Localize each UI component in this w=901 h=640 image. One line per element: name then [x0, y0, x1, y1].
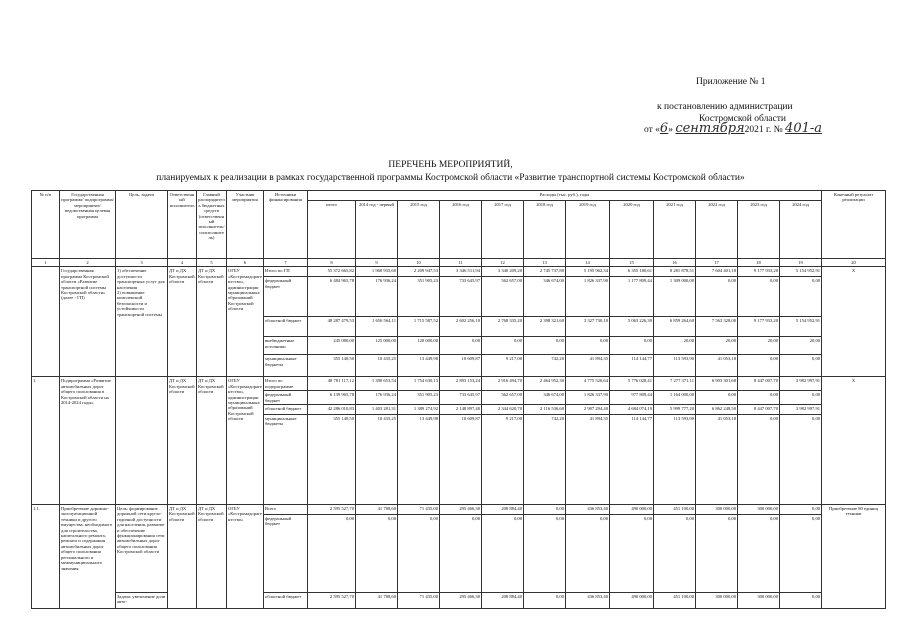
header-2018: 2018 год	[524, 201, 566, 259]
expense-value: 2 745 737,80	[524, 267, 566, 277]
expense-value: 2 916 494,70	[482, 377, 524, 391]
expense-value: 3 982 997,91	[780, 405, 822, 415]
expense-value: 2 344 620,70	[482, 405, 524, 415]
program-name: Приобретение дорожно-эксплуатационной техники и другого имущества, необходимого для строительства, капитального ремонта, ремонта и содержания автомобильных дорог общего пользования регионального и межмуниципального значения	[60, 505, 116, 609]
expense-value: 0,00	[780, 505, 822, 515]
expense-value: 3 982 997,91	[780, 377, 822, 391]
date-month: сентября	[675, 121, 745, 136]
expense-value: 4 775 526,64	[566, 377, 610, 391]
header-goal: Цель, задачи	[116, 191, 168, 259]
column-number: 4	[168, 259, 197, 267]
expense-value: 742,20	[524, 355, 566, 377]
expense-value: 5 999 777,20	[654, 405, 696, 415]
column-number: 17	[696, 259, 738, 267]
funding-source: внебюджетные источники	[264, 337, 308, 355]
expense-value: 208 884,40	[482, 593, 524, 609]
expense-value: 176 936,24	[356, 391, 398, 405]
header-responsible: Ответственный исполнитель	[168, 191, 197, 259]
funding-source: областной бюджет	[264, 317, 308, 337]
program-name: Подпрограмма «Развитие автомобильных дорог общего пользования в Костромской области на 2014-2024 годы»	[60, 377, 116, 505]
expense-value: 13 449,98	[398, 415, 440, 505]
expense-value: 733 645,97	[440, 391, 482, 405]
date-prefix: от «	[644, 125, 660, 135]
expense-value: 2 907 294,40	[566, 405, 610, 415]
expense-value: 41 894,35	[566, 415, 610, 505]
expense-value: 733 645,97	[440, 277, 482, 317]
expense-value: 0,00	[356, 515, 398, 593]
expense-value: 5 776 028,41	[610, 377, 654, 391]
expense-value: 1 403 281,31	[356, 405, 398, 415]
expense-value: 742,20	[524, 415, 566, 505]
result-cell: Х	[822, 267, 886, 377]
expense-value: 3 340 209,20	[482, 267, 524, 277]
expense-value: 1 389 274,92	[398, 405, 440, 415]
expense-value: 6 139 965,78	[308, 391, 356, 405]
appendix-label: Приложение № 1	[696, 77, 766, 87]
expense-value: 1 164 000,00	[654, 391, 696, 405]
expense-value: 451 100,00	[654, 593, 696, 609]
expense-value: 113 593,90	[654, 415, 696, 505]
program-name: Государственная программа Костромской области «Развитие транспортной системы Костромской области» (далее - ГП)	[60, 267, 116, 377]
expense-value: 0,00	[524, 593, 566, 609]
goal-text: Цель: формирование дорожной сети кругло-годичной доступности для населения, развитие и обеспечение функционирования сети автомобильных дорог общего пользования Костромской области	[117, 506, 165, 555]
goal-cell	[116, 377, 168, 505]
expense-value: 1 177 809,44	[610, 277, 654, 317]
expense-value: 0,00	[524, 505, 566, 515]
appendix-decree-line: к постановлению администрации	[657, 102, 793, 112]
expense-value: 351 905,23	[398, 391, 440, 405]
expense-value: 7 277 371,11	[654, 377, 696, 391]
row-number	[32, 267, 60, 377]
expense-value: 1 715 587,52	[398, 317, 440, 337]
funding-source: федеральный бюджет	[264, 391, 308, 405]
expense-value: 1 826 337,90	[566, 277, 610, 317]
expense-value: 436 853,40	[566, 505, 610, 515]
column-number: 14	[566, 259, 610, 267]
table-row	[32, 267, 886, 277]
expense-value: 977 809,44	[610, 391, 654, 405]
funding-source: федеральный бюджет	[264, 277, 308, 317]
manager-cell: ДТ и ДХ Костромской области	[197, 505, 227, 609]
row-number: 1.	[32, 377, 60, 505]
expense-value: 8 281 878,51	[654, 267, 696, 277]
column-number: 13	[524, 259, 566, 267]
column-number: 11	[440, 259, 482, 267]
result-cell: Приобретение 80 единиц техники	[822, 505, 886, 609]
column-number: 8	[308, 259, 356, 267]
expense-value: 0,00	[738, 277, 780, 317]
expense-value: 4 684 074,19	[610, 405, 654, 415]
participants-cell: ОГБУ «Костромадорагентство»	[227, 505, 264, 609]
column-number: 10	[398, 259, 440, 267]
column-number: 16	[654, 259, 696, 267]
expense-value: 48 781 117,12	[308, 377, 356, 391]
expense-value: 0,00	[738, 391, 780, 405]
expense-value: 562 657,00	[482, 277, 524, 317]
column-number: 1	[32, 259, 60, 267]
expense-value: 9 217,00	[482, 355, 524, 377]
column-number: 19	[780, 259, 822, 267]
column-number: 5	[197, 259, 227, 267]
expense-value: 0,00	[610, 337, 654, 355]
expense-value: 0,00	[780, 515, 822, 593]
expense-value: 2 602 256,10	[440, 317, 482, 337]
table-row	[32, 505, 886, 515]
expense-value: 41 053,18	[696, 415, 738, 505]
expense-value: 1 826 337,90	[566, 391, 610, 405]
expense-value: 0,00	[482, 515, 524, 593]
expense-value: 3 346 511,94	[440, 267, 482, 277]
expense-value: 451 100,00	[654, 505, 696, 515]
expense-value: 5 154 952,91	[780, 267, 822, 277]
funding-source: муниципальные бюджеты	[264, 355, 308, 377]
expense-value: 71 435,00	[398, 593, 440, 609]
expense-value: 2 116 536,60	[524, 405, 566, 415]
expense-value: 114 144,77	[610, 355, 654, 377]
funding-source: областной бюджет	[264, 405, 308, 415]
manager-cell: ДТ и ДХ Костромской области	[197, 267, 227, 377]
header-2023: 2023 год	[738, 201, 780, 259]
expense-value: 125 000,00	[356, 337, 398, 355]
expense-value: 562 657,00	[482, 391, 524, 405]
expense-value: 6 859 264,60	[654, 317, 696, 337]
expense-value: 2 595 527,70	[308, 593, 356, 609]
funding-source: федеральный бюджет	[264, 515, 308, 593]
expense-value: 295 466,30	[440, 505, 482, 515]
expense-value: 0,00	[566, 337, 610, 355]
expense-value: 0,00	[308, 515, 356, 593]
header-2015: 2015 год	[398, 201, 440, 259]
expense-value: 0,00	[654, 515, 696, 593]
header-sources: Источники финансирования	[264, 191, 308, 259]
column-number: 2	[60, 259, 116, 267]
goal-cell	[116, 505, 168, 593]
expense-value: 1 309 000,00	[654, 277, 696, 317]
date-year: 2021 г. №	[744, 125, 783, 135]
column-number: 12	[482, 259, 524, 267]
expense-value: 0,00	[780, 415, 822, 505]
expense-value: 20,00	[738, 337, 780, 355]
result-cell: Х	[822, 377, 886, 505]
funding-source: Итого по ГП	[264, 267, 308, 277]
expense-value: 41 788,60	[356, 593, 398, 609]
expense-value: 120 000,00	[398, 337, 440, 355]
expense-value: 0,00	[440, 515, 482, 593]
expense-value: 6 484 965,78	[308, 277, 356, 317]
expense-value: 176 936,24	[356, 277, 398, 317]
expense-value: 8 447 007,70	[738, 377, 780, 391]
table-row	[32, 593, 886, 609]
header-total: итого	[308, 201, 356, 259]
expense-value: 0,00	[780, 277, 822, 317]
expense-value: 436 853,40	[566, 593, 610, 609]
goal-2: 2) повышение комплексной безопасности и устойчивости транспортной системы	[117, 290, 162, 317]
expense-value: 355 140,50	[308, 355, 356, 377]
expense-value: 0,00	[696, 391, 738, 405]
funding-source: Итого по подпрограмме	[264, 377, 308, 391]
document-subtitle: планируемых к реализации в рамках государственной программы Костромской области «Развитие транспортной системы Костромской области»	[156, 173, 745, 183]
expense-value: 208 884,40	[482, 505, 524, 515]
expense-value: 20,00	[780, 337, 822, 355]
expense-value: 10 435,25	[356, 415, 398, 505]
header-program: Государственная программа/ подпрограмма/мероприятие/ ведомственная целевая программа	[60, 191, 116, 259]
expense-value: 2 148 897,40	[440, 405, 482, 415]
expense-value: 9 177 933,20	[738, 317, 780, 337]
expense-value: 0,00	[780, 355, 822, 377]
expense-value: 490 000,00	[610, 593, 654, 609]
expense-value: 351 905,23	[398, 277, 440, 317]
expense-value: 6 355 180,61	[610, 267, 654, 277]
expense-value: 300 000,00	[738, 505, 780, 515]
expense-value: 2 893 153,24	[440, 377, 482, 391]
expense-value: 10 609,87	[440, 415, 482, 505]
expense-value: 1 656 564,11	[356, 317, 398, 337]
expense-value: 2 398 321,60	[524, 317, 566, 337]
expense-value: 71 435,00	[398, 505, 440, 515]
expense-value: 41 788,60	[356, 505, 398, 515]
header-2019: 2019 год	[566, 201, 610, 259]
expense-value: 41 894,35	[566, 355, 610, 377]
header-2022: 2022 год	[696, 201, 738, 259]
header-result: Конечный результат реализации	[822, 191, 886, 259]
expense-value: 0,00	[696, 277, 738, 317]
header-manager: Главный распорядитель бюджетных средств (ответственный исполнитель/соисполнитель)	[197, 191, 227, 259]
expense-value: 0,00	[440, 337, 482, 355]
date-number: 401-а	[785, 121, 823, 136]
expense-value: 0,00	[398, 515, 440, 593]
manager-cell: ДТ и ДХ Костромской области	[197, 377, 227, 505]
date-day: 6	[659, 121, 669, 136]
responsible-cell: ДТ и ДХ Костромской области	[168, 267, 197, 377]
expense-value: 346 674,00	[524, 391, 566, 405]
goal-1: 1) обеспечение доступности транспортных услуг для населения	[117, 268, 165, 290]
expense-value: 0,00	[696, 515, 738, 593]
expense-value: 300 000,00	[696, 593, 738, 609]
header-2021: 2021 год	[654, 201, 696, 259]
expense-value: 346 674,00	[524, 277, 566, 317]
expense-value: 113 593,90	[654, 355, 696, 377]
participants-cell: ОГБУ «Костромадорагентство», администрации муниципальных образований Костромской области	[227, 267, 264, 377]
expense-value: 2 768 335,20	[482, 317, 524, 337]
header-participants: Участник мероприятия	[227, 191, 264, 259]
column-number: 9	[356, 259, 398, 267]
expense-value: 10 435,25	[356, 355, 398, 377]
expense-value: 0,00	[610, 515, 654, 593]
expense-value: 5 195 962,34	[566, 267, 610, 277]
expense-value: 0,00	[482, 337, 524, 355]
expense-value: 6 903 301,68	[696, 377, 738, 391]
column-number: 3	[116, 259, 168, 267]
expense-value: 2 464 952,30	[524, 377, 566, 391]
funding-source: Всего	[264, 505, 308, 515]
expense-value: 20,00	[696, 337, 738, 355]
participants-cell: ОГБУ «Костромадорагентство», администрации муниципальных образований Костромской области	[227, 377, 264, 505]
expense-value: 0,00	[524, 337, 566, 355]
expense-value: 0,00	[524, 515, 566, 593]
expense-value: 3 327 730,10	[566, 317, 610, 337]
goal-2: Задача: увеличение доли авто-	[116, 593, 168, 609]
funding-source: областной бюджет	[264, 593, 308, 609]
expense-value: 1 390 653,54	[356, 377, 398, 391]
expense-value: 55 372 665,82	[308, 267, 356, 277]
expense-value: 295 466,30	[440, 593, 482, 609]
column-number: 20	[822, 259, 886, 267]
table-row	[32, 377, 886, 391]
expense-value: 7 563 328,00	[696, 317, 738, 337]
header-expenses: Расходы (тыс. руб.), годы	[308, 191, 822, 201]
expense-value: 245 080,00	[308, 337, 356, 355]
responsible-cell: ДТ и ДХ Костромской области	[168, 377, 197, 505]
appendix-date-line	[644, 123, 822, 136]
expense-value: 300 000,00	[738, 593, 780, 609]
expense-value: 6 862 248,50	[696, 405, 738, 415]
header-2020: 2020 год	[610, 201, 654, 259]
activities-table	[31, 190, 886, 609]
header-no: № п/п	[32, 191, 60, 259]
appendix-region-line: Костромской области	[699, 114, 786, 124]
expense-value: 114 144,77	[610, 415, 654, 505]
column-number-row	[32, 259, 886, 267]
expense-value: 2 595 527,70	[308, 505, 356, 515]
expense-value: 20,00	[654, 337, 696, 355]
row-number: 1.1.	[32, 505, 60, 609]
expense-value: 5 154 952,91	[780, 317, 822, 337]
header-2014: 2014 год - первый	[356, 201, 398, 259]
expense-value: 1 968 935,60	[356, 267, 398, 277]
expense-value: 0,00	[738, 355, 780, 377]
expense-value: 48 287 479,53	[308, 317, 356, 337]
expense-value: 42 286 010,83	[308, 405, 356, 415]
column-number: 18	[738, 259, 780, 267]
responsible-cell: ДТ и ДХ Костромской области	[168, 505, 197, 609]
expense-value: 41 053,18	[696, 355, 738, 377]
header-2016: 2016 год	[440, 201, 482, 259]
expense-value: 0,00	[738, 415, 780, 505]
funding-source: муниципальные бюджеты	[264, 415, 308, 505]
document-title: ПЕРЕЧЕНЬ МЕРОПРИЯТИЙ,	[388, 160, 513, 170]
expense-value: 7 604 401,18	[696, 267, 738, 277]
column-number: 6	[227, 259, 264, 267]
expense-value: 5 063 226,39	[610, 317, 654, 337]
expense-value: 2 209 947,53	[398, 267, 440, 277]
expense-value: 490 000,00	[610, 505, 654, 515]
expense-value: 9 177 933,20	[738, 267, 780, 277]
expense-value: 9 217,00	[482, 415, 524, 505]
column-number: 15	[610, 259, 654, 267]
header-2017: 2017 год	[482, 201, 524, 259]
expense-value: 300 000,00	[696, 505, 738, 515]
expense-value: 0,00	[780, 593, 822, 609]
expense-value: 8 447 007,70	[738, 405, 780, 415]
expense-value: 355 140,50	[308, 415, 356, 505]
expense-value: 0,00	[738, 515, 780, 593]
date-mid: »	[668, 125, 676, 135]
goal-cell	[116, 267, 168, 377]
expense-value: 0,00	[780, 391, 822, 405]
expense-value: 13 449,98	[398, 355, 440, 377]
column-number: 7	[264, 259, 308, 267]
expense-value: 1 754 630,13	[398, 377, 440, 391]
header-2024: 2024 год	[780, 201, 822, 259]
expense-value: 10 609,87	[440, 355, 482, 377]
expense-value: 0,00	[566, 515, 610, 593]
